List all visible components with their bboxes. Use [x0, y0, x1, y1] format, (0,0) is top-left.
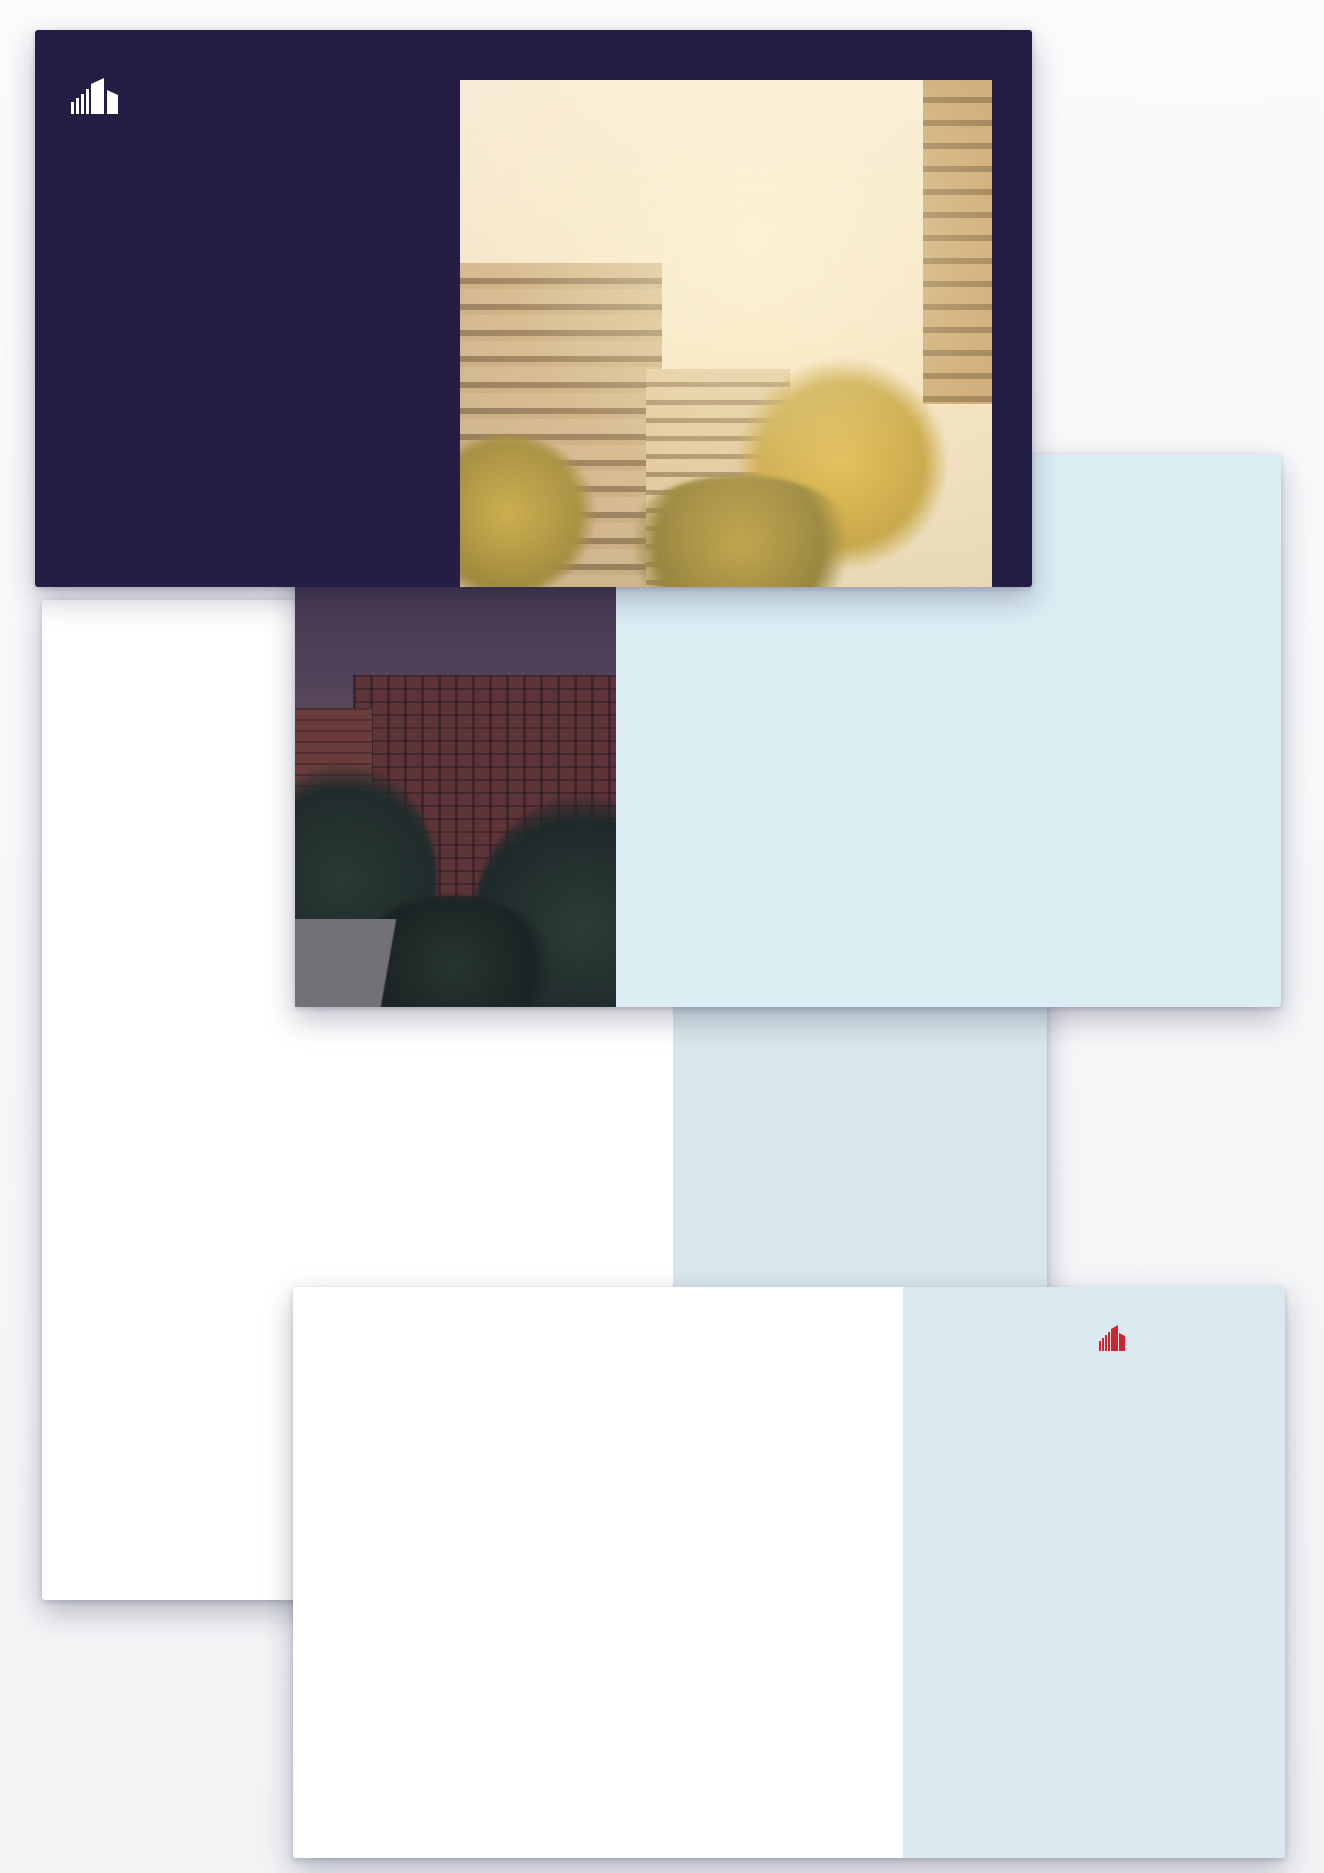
cushman-wakefield-logo-red — [1099, 1325, 1136, 1356]
cw-bars-icon — [1099, 1325, 1129, 1356]
cw-bars-icon — [71, 78, 127, 119]
property-side-panel — [903, 1287, 1285, 1858]
cushman-wakefield-logo-white — [71, 78, 135, 119]
enrollment-chart — [82, 1020, 682, 1320]
page-cover — [35, 30, 1032, 587]
page-property-markets — [293, 1287, 1285, 1858]
property-chart — [321, 1435, 901, 1780]
cover-photo — [460, 80, 992, 587]
